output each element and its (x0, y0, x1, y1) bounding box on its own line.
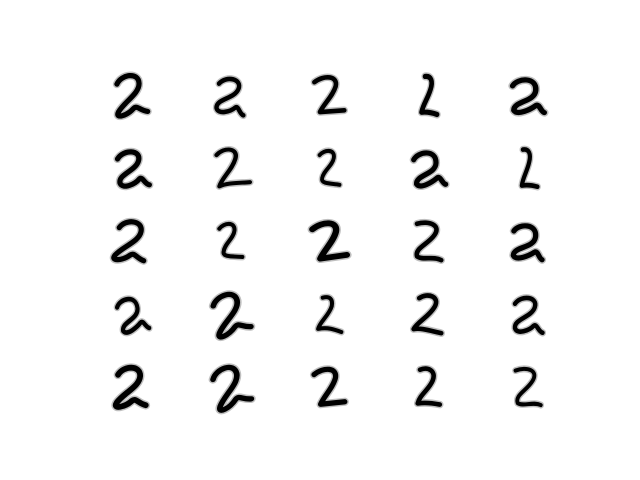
handwritten-digit-image (398, 284, 456, 342)
handwritten-digit-image (398, 357, 456, 415)
digit-sample-cell (477, 276, 576, 349)
handwritten-digit-image (497, 65, 555, 123)
handwritten-digit-image (200, 284, 258, 342)
handwritten-digit-image (299, 138, 357, 196)
digit-sample-cell (278, 58, 377, 131)
digit-sample-cell (179, 349, 278, 422)
digit-sample-cell (80, 204, 179, 277)
handwritten-digit-image (101, 211, 159, 269)
handwritten-digit-image (497, 211, 555, 269)
digit-sample-cell (278, 349, 377, 422)
handwritten-digit-image (299, 211, 357, 269)
digit-sample-cell (477, 204, 576, 277)
handwritten-digit-image (299, 284, 357, 342)
digit-sample-cell (378, 204, 477, 277)
digit-sample-cell (278, 204, 377, 277)
handwritten-digit-image (101, 138, 159, 196)
handwritten-digit-image (101, 357, 159, 415)
digit-sample-cell (477, 58, 576, 131)
handwritten-digit-image (299, 357, 357, 415)
digit-sample-cell (378, 131, 477, 204)
handwritten-digit-image (398, 211, 456, 269)
digit-sample-cell (80, 131, 179, 204)
digit-sample-cell (378, 276, 477, 349)
handwritten-digit-image (398, 138, 456, 196)
digit-sample-cell (80, 349, 179, 422)
handwritten-digit-image (200, 65, 258, 123)
handwritten-digit-image (497, 284, 555, 342)
digit-sample-cell (378, 58, 477, 131)
digit-sample-cell (278, 131, 377, 204)
handwritten-digit-image (299, 65, 357, 123)
digit-sample-cell (179, 204, 278, 277)
handwritten-digit-image (200, 357, 258, 415)
digit-sample-cell (80, 276, 179, 349)
digit-sample-cell (179, 58, 278, 131)
handwritten-digit-image (497, 357, 555, 415)
digit-sample-grid (80, 58, 576, 422)
digit-sample-cell (477, 131, 576, 204)
handwritten-digit-image (101, 65, 159, 123)
digit-sample-cell (278, 276, 377, 349)
digit-sample-cell (179, 276, 278, 349)
digit-sample-cell (378, 349, 477, 422)
digit-sample-cell (477, 349, 576, 422)
handwritten-digit-image (398, 65, 456, 123)
digit-sample-cell (179, 131, 278, 204)
handwritten-digit-image (200, 211, 258, 269)
handwritten-digit-image (497, 138, 555, 196)
handwritten-digit-image (101, 284, 159, 342)
digit-sample-cell (80, 58, 179, 131)
handwritten-digit-image (200, 138, 258, 196)
